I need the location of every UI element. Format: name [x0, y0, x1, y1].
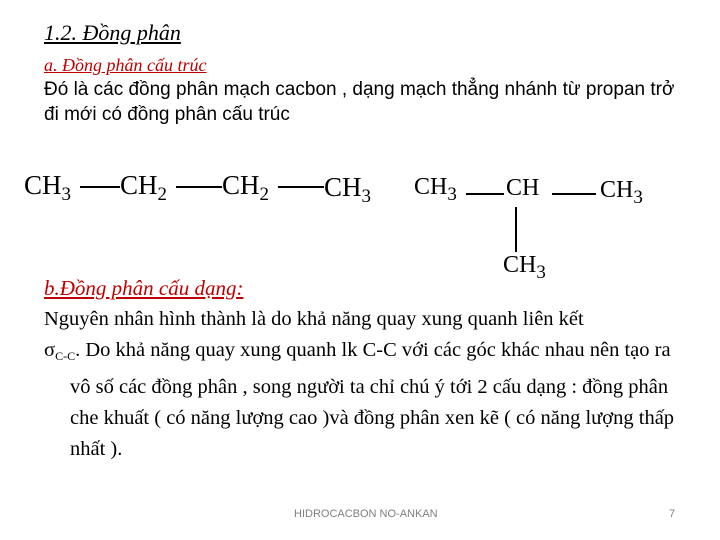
bond-line: [552, 193, 596, 195]
bond-line: [80, 186, 120, 188]
group-subscript: 3: [61, 184, 72, 205]
section-a-heading: a. Đồng phân cấu trúc: [44, 55, 207, 75]
group-base: CH: [600, 177, 634, 203]
group-base: CH: [24, 170, 62, 200]
chain-group-ch3-right: [324, 172, 371, 208]
group-subscript: 3: [361, 186, 372, 207]
footer-title: HIDROCACBON NO-ANKAN: [294, 508, 438, 520]
group-subscript: 2: [157, 184, 168, 205]
branch-group-ch-center: CH: [506, 175, 540, 201]
branch-group-ch3-left: [414, 174, 457, 206]
page-number: 7: [669, 508, 676, 520]
group-base: CH: [414, 174, 448, 200]
section-b-line1: Nguyên nhân hình thành là do khả năng quay xung quanh liên kết: [44, 308, 584, 330]
slide-title: 1.2. Đồng phân: [44, 20, 181, 45]
section-b-body: [44, 304, 689, 465]
sigma-symbol: σ: [44, 339, 56, 361]
bond-line: [176, 186, 222, 188]
chain-group-ch2-second: [222, 170, 269, 206]
group-subscript: 3: [536, 262, 546, 283]
bond-line: [466, 193, 504, 195]
branch-group-ch3-bottom: [503, 252, 546, 284]
branch-bond-line: [515, 207, 517, 252]
section-b-heading: b.Đồng phân cấu dạng:: [44, 276, 244, 300]
group-base: CH: [324, 172, 362, 202]
bond-line: [278, 186, 324, 188]
sigma-subscript: C-C: [55, 349, 76, 363]
section-a-text: Đó là các đồng phân mạch cacbon , dạng mạch thẳng nhánh từ propan trở đi mới có đồng phân cấu trúc: [44, 79, 675, 125]
group-subscript: 2: [259, 184, 270, 205]
group-base: CH: [120, 170, 158, 200]
group-subscript: 3: [447, 184, 457, 205]
branch-group-ch3-right: [600, 177, 643, 209]
section-b-paragraph-text: . Do khả năng quay xung quanh lk C-C với các góc khác nhau nên tạo ra vô số các đồng phân , song người ta chỉ chú ý tới 2 cấu dạng : đồng phân che khuất ( có năng lượng cao )và đồng phân xen kẽ ( có năng lượng thấp nhất ).: [70, 339, 675, 460]
group-base: CH: [503, 252, 537, 278]
group-subscript: 3: [633, 187, 643, 208]
chain-group-ch2-first: [120, 170, 167, 206]
chain-group-ch3-left: [24, 170, 71, 206]
group-base: CH: [222, 170, 260, 200]
section-b-paragraph: [44, 335, 689, 465]
